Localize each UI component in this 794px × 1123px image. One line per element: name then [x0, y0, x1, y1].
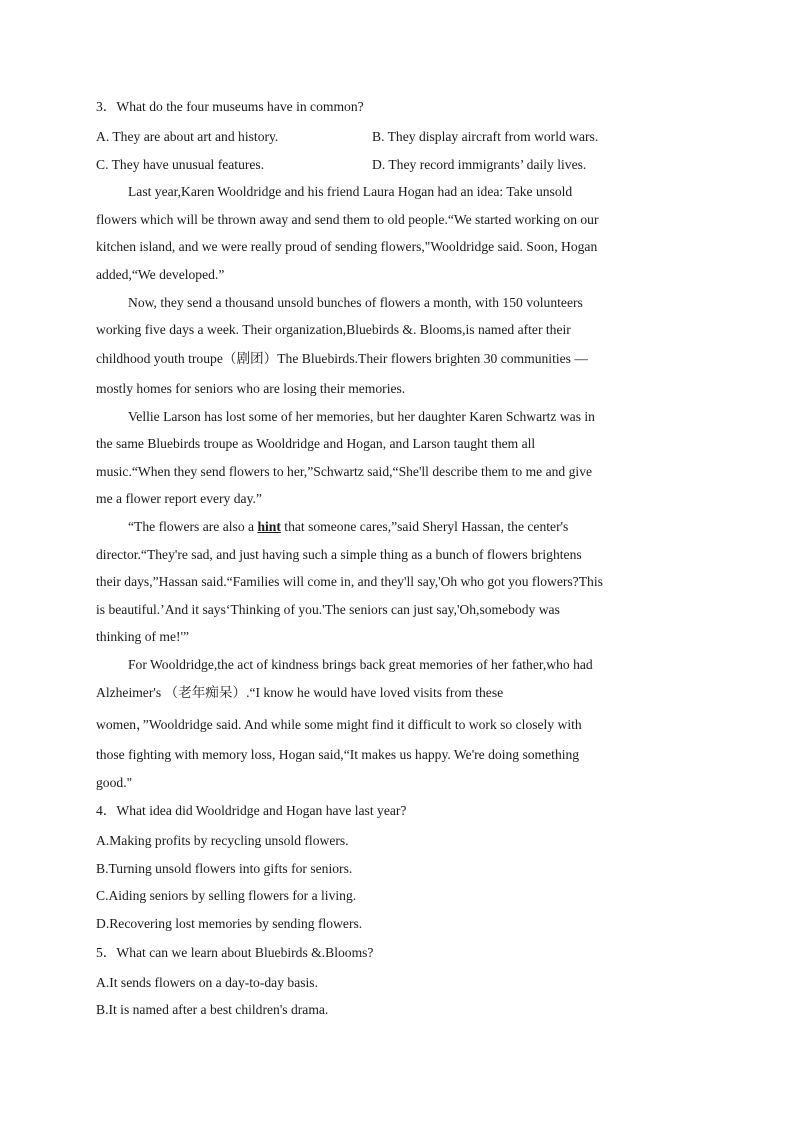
question-5-option-a: A.It sends flowers on a day-to-day basis. [96, 975, 318, 990]
passage-line: the same Bluebirds troupe as Wooldridge and Hogan, and Larson taught them all [96, 436, 536, 451]
passage-line: me a flower report every day.” [96, 491, 262, 506]
question-4-option-c: C.Aiding seniors by selling flowers for a living. [96, 888, 357, 903]
question-3-option-a: A. They are about art and history. [96, 129, 279, 144]
question-4-option-b: B.Turning unsold flowers into gifts for seniors. [96, 861, 353, 876]
question-4-option-d: D.Recovering lost memories by sending flowers. [96, 916, 363, 931]
question-5-option-b: B.It is named after a best children's drama. [96, 1002, 329, 1017]
passage-line: director.“They're sad, and just having such a simple thing as a bunch of flowers brightens [96, 547, 582, 562]
passage-line: kitchen island, and we were really proud of sending flowers,"Wooldridge said. Soon, Hogan [96, 239, 598, 254]
passage-line: those fighting with memory loss, Hogan said,“It makes us happy. We're doing something [96, 747, 580, 762]
hint-word: hint [257, 519, 281, 534]
question-4-option-a: A.Making profits by recycling unsold flowers. [96, 833, 349, 848]
passage-text: that someone cares,”said Sheryl Hassan, the center's [280, 519, 569, 534]
passage-line: childhood youth troupe（剧团）The Bluebirds.Their flowers brighten 30 communities — [96, 351, 588, 366]
passage-line: Alzheimer's （老年痴呆）.“I know he would have loved visits from these [96, 685, 504, 700]
passage-line: added,“We developed.” [96, 267, 225, 282]
question-5-stem: 5．What can we learn about Bluebirds &.Blooms? [96, 945, 374, 960]
passage-line [128, 519, 728, 535]
question-3-stem: 3．What do the four museums have in common? [96, 99, 364, 114]
question-3-option-d: D. They record immigrants’ daily lives. [372, 157, 587, 172]
question-3-option-b: B. They display aircraft from world wars. [372, 129, 599, 144]
passage-line: music.“When they send flowers to her,”Schwartz said,“She'll describe them to me and give [96, 464, 593, 479]
passage-line: Vellie Larson has lost some of her memories, but her daughter Karen Schwartz was in [128, 409, 595, 424]
passage-line: For Wooldridge,the act of kindness brings back great memories of her father,who had [128, 657, 593, 672]
question-4-stem: 4．What idea did Wooldridge and Hogan have last year? [96, 803, 407, 818]
passage-line: flowers which will be thrown away and send them to old people.“We started working on our [96, 212, 599, 227]
passage-line: women，”Wooldridge said. And while some might find it difficult to work so closely with [96, 717, 582, 732]
passage-line: mostly homes for seniors who are losing their memories. [96, 381, 406, 396]
passage-line: working five days a week. Their organization,Bluebirds &. Blooms,is named after their [96, 322, 571, 337]
passage-text: “The flowers are also a [128, 519, 258, 534]
passage-line: Now, they send a thousand unsold bunches of flowers a month, with 150 volunteers [128, 295, 583, 310]
passage-line: their days,”Hassan said.“Families will come in, and they'll say,'Oh who got you flowers?This [96, 574, 603, 589]
passage-line: thinking of me!'” [96, 629, 190, 644]
question-3-option-c: C. They have unusual features. [96, 157, 265, 172]
passage-line: Last year,Karen Wooldridge and his friend Laura Hogan had an idea: Take unsold [128, 184, 573, 199]
passage-line: good." [96, 775, 133, 790]
passage-line: is beautiful.’And it says‘Thinking of you.'The seniors can just say,'Oh,somebody was [96, 602, 560, 617]
